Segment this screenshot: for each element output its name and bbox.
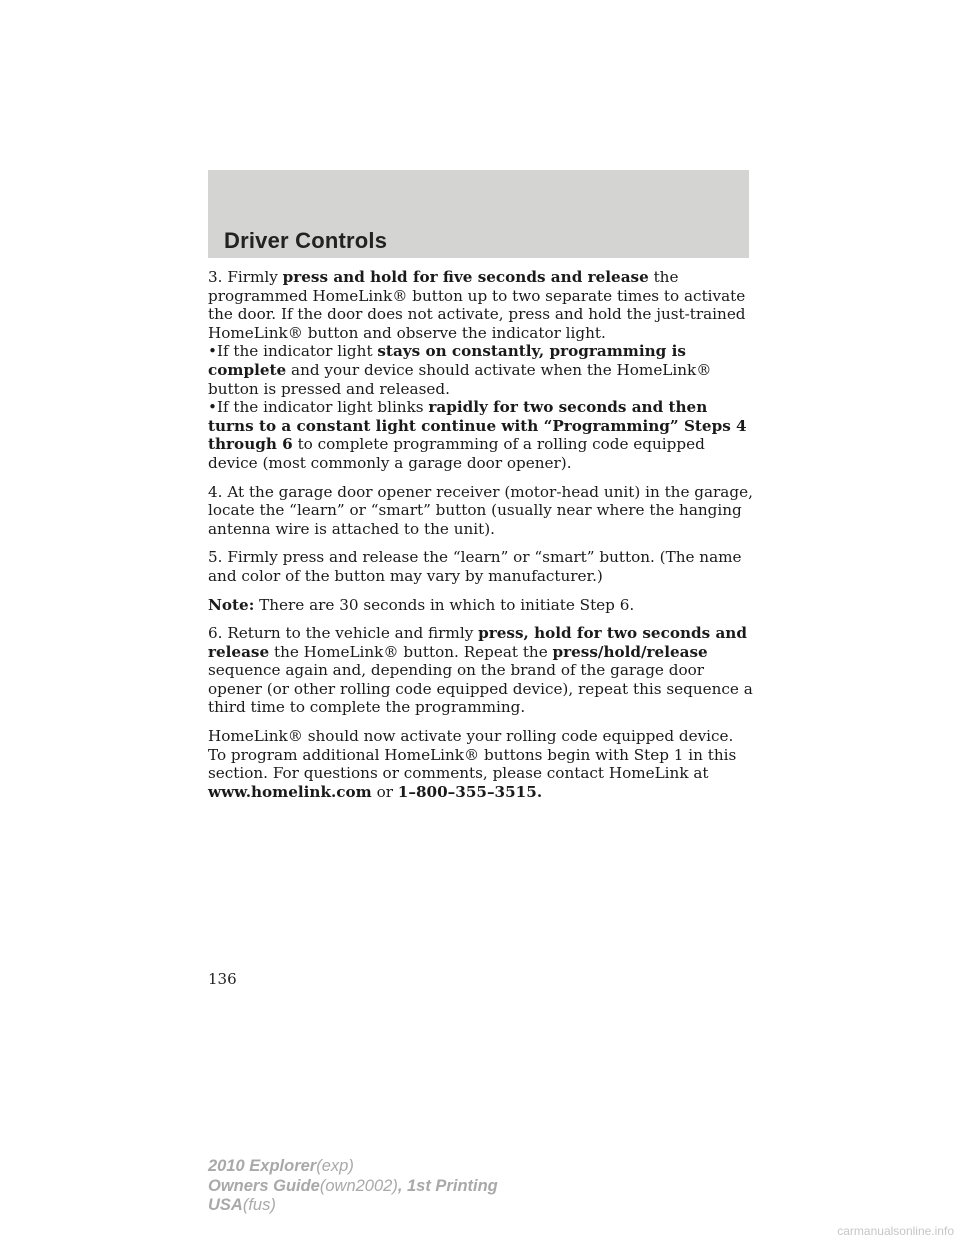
- section-header-band: [208, 170, 749, 258]
- watermark: carmanualsonline.info: [837, 1224, 954, 1238]
- page-number: 136: [208, 970, 237, 988]
- step-4-paragraph: 4. At the garage door opener receiver (motor-head unit) in the garage, locate the “learn” or “smart” button (usually near where the hanging antenna wire is attached to the unit).: [208, 482, 753, 538]
- note-label: Note:: [208, 595, 255, 614]
- bullet-blinking-light: •If the indicator light blinks rapidly for two seconds and then turns to a constant light continue with “Programming” Steps 4 through 6 to complete programming of a rolling code equipped device (most commonly a garage door opener).: [208, 398, 747, 472]
- document-footer: [208, 1157, 498, 1216]
- footer-line-guide: Owners Guide(own2002), 1st Printing: [208, 1176, 498, 1195]
- step-6-paragraph: 6. Return to the vehicle and firmly press, hold for two seconds and release the HomeLink® button. Repeat the press/hold/release sequence again and, depending on the brand of the garage door opener (or other rolling code equipped device), repeat this sequence a third time to complete the programming.: [208, 624, 753, 717]
- footer-line-region: USA(fus): [208, 1196, 276, 1214]
- section-title: Driver Controls: [224, 228, 388, 253]
- homelink-url-link[interactable]: www.homelink.com: [208, 782, 372, 801]
- bullet-constant-light: •If the indicator light stays on constantly, programming is complete and your device should activate when the HomeLink® button is pressed and released.: [208, 342, 712, 398]
- note-paragraph: Note: There are 30 seconds in which to initiate Step 6.: [208, 595, 635, 614]
- homelink-phone: 1–800–355–3515.: [397, 782, 543, 801]
- step-5-paragraph: 5. Firmly press and release the “learn” or “smart” button. (The name and color of the button may vary by manufacturer.): [208, 548, 742, 585]
- step-3-paragraph: 3. Firmly press and hold for five seconds and release the programmed HomeLink® button up to two separate times to activate the door. If the door does not activate, press and hold the just-trained HomeLink® button and observe the indicator light.: [208, 268, 746, 342]
- footer-line-model: 2010 Explorer(exp): [208, 1157, 354, 1175]
- closing-paragraph: HomeLink® should now activate your rolling code equipped device. To program additional HomeLink® buttons begin with Step 1 in this section. For questions or comments, please contact HomeLink at www.homelink.com or 1–800–355–3515.: [208, 727, 737, 801]
- page-content: [208, 268, 753, 801]
